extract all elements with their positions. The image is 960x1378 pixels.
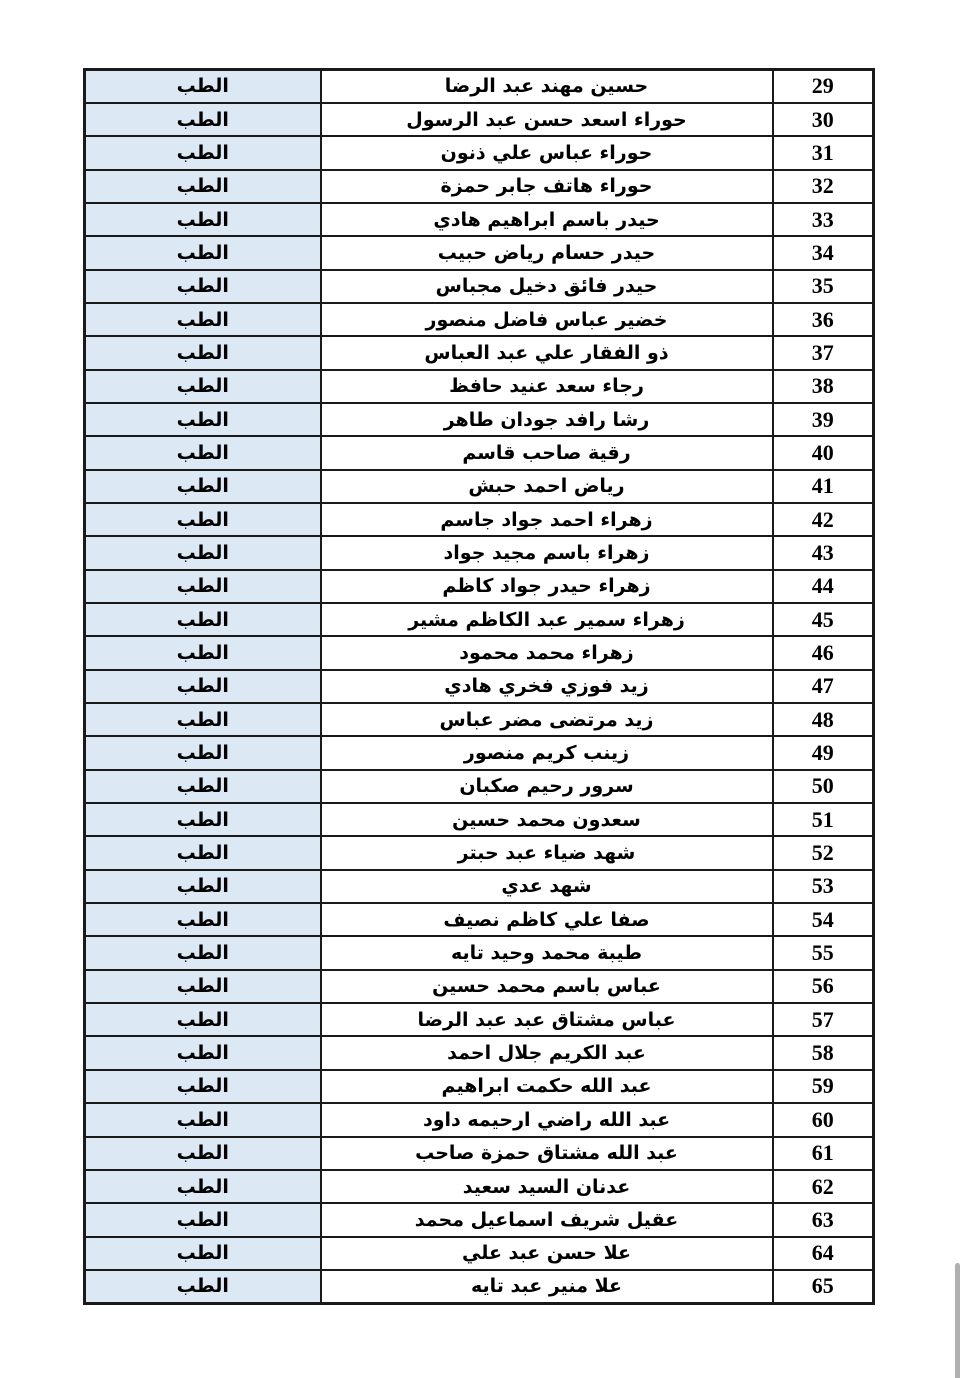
name-cell: عباس مشتاق عبد عبد الرضا [321,1003,773,1036]
table-row [85,1103,874,1136]
department-cell: الطب [85,570,321,603]
name-cell: زهراء سمير عبد الكاظم مشير [321,603,773,636]
table-row [85,403,874,436]
name-cell: رجاء سعد عنيد حافظ [321,370,773,403]
table-row [85,103,874,136]
department-cell: الطب [85,1270,321,1303]
name-cell: عبد الله راضي ارحيمه داود [321,1103,773,1136]
table-row [85,603,874,636]
department-cell: الطب [85,70,321,103]
department-cell: الطب [85,1237,321,1270]
name-cell: حوراء هاتف جابر حمزة [321,170,773,203]
number-cell: 47 [773,670,874,703]
name-cell: خضير عباس فاضل منصور [321,303,773,336]
department-cell: الطب [85,436,321,469]
department-cell: الطب [85,336,321,369]
number-cell: 35 [773,270,874,303]
table-row [85,503,874,536]
scrollbar-thumb[interactable] [955,1263,960,1378]
table-row [85,270,874,303]
number-cell: 49 [773,736,874,769]
table-row [85,470,874,503]
department-cell: الطب [85,1036,321,1069]
number-cell: 56 [773,970,874,1003]
name-cell: زيد فوزي فخري هادي [321,670,773,703]
name-cell: حيدر حسام رياض حبيب [321,236,773,269]
name-cell: زهراء محمد محمود [321,636,773,669]
name-cell: عدنان السيد سعيد [321,1170,773,1203]
department-cell: الطب [85,936,321,969]
department-cell: الطب [85,270,321,303]
table-row [85,703,874,736]
number-cell: 60 [773,1103,874,1136]
table-row [85,1203,874,1236]
number-cell: 44 [773,570,874,603]
table-row [85,136,874,169]
department-cell: الطب [85,903,321,936]
number-cell: 63 [773,1203,874,1236]
name-cell: عبد الكريم جلال احمد [321,1036,773,1069]
table-row [85,1270,874,1303]
name-cell: حيدر باسم ابراهيم هادي [321,203,773,236]
table-row [85,536,874,569]
department-cell: الطب [85,536,321,569]
number-cell: 52 [773,836,874,869]
table-row [85,836,874,869]
number-cell: 31 [773,136,874,169]
name-cell: زهراء باسم مجيد جواد [321,536,773,569]
number-cell: 34 [773,236,874,269]
name-cell: شهد ضياء عبد حبتر [321,836,773,869]
number-cell: 46 [773,636,874,669]
name-cell: سعدون محمد حسين [321,803,773,836]
department-cell: الطب [85,736,321,769]
name-cell: حسين مهند عبد الرضا [321,70,773,103]
table-row [85,1237,874,1270]
department-cell: الطب [85,970,321,1003]
table-row [85,636,874,669]
number-cell: 55 [773,936,874,969]
table-row [85,736,874,769]
department-cell: الطب [85,1103,321,1136]
table-row [85,870,874,903]
table-row [85,370,874,403]
department-cell: الطب [85,1070,321,1103]
number-cell: 65 [773,1270,874,1303]
number-cell: 54 [773,903,874,936]
number-cell: 57 [773,1003,874,1036]
number-cell: 36 [773,303,874,336]
name-cell: سرور رحيم صكبان [321,770,773,803]
number-cell: 33 [773,203,874,236]
name-cell: علا حسن عبد علي [321,1237,773,1270]
name-cell: حوراء عباس علي ذنون [321,136,773,169]
number-cell: 58 [773,1036,874,1069]
department-cell: الطب [85,170,321,203]
name-cell: حوراء اسعد حسن عبد الرسول [321,103,773,136]
table-row [85,70,874,103]
number-cell: 43 [773,536,874,569]
number-cell: 48 [773,703,874,736]
table-row [85,1003,874,1036]
table-row [85,203,874,236]
name-cell: صفا علي كاظم نصيف [321,903,773,936]
department-cell: الطب [85,303,321,336]
roster-table-body [85,70,874,1304]
number-cell: 61 [773,1137,874,1170]
name-cell: رشا رافد جودان طاهر [321,403,773,436]
name-cell: زهراء احمد جواد جاسم [321,503,773,536]
table-row [85,336,874,369]
department-cell: الطب [85,103,321,136]
table-row [85,436,874,469]
department-cell: الطب [85,203,321,236]
name-cell: عباس باسم محمد حسين [321,970,773,1003]
department-cell: الطب [85,236,321,269]
table-row [85,303,874,336]
table-row [85,1170,874,1203]
table-row [85,670,874,703]
name-cell: شهد عدي [321,870,773,903]
department-cell: الطب [85,870,321,903]
department-cell: الطب [85,370,321,403]
table-row [85,936,874,969]
number-cell: 45 [773,603,874,636]
name-cell: عبد الله حكمت ابراهيم [321,1070,773,1103]
number-cell: 38 [773,370,874,403]
number-cell: 64 [773,1237,874,1270]
table-row [85,1036,874,1069]
department-cell: الطب [85,403,321,436]
table-row [85,170,874,203]
number-cell: 51 [773,803,874,836]
department-cell: الطب [85,636,321,669]
table-row [85,803,874,836]
number-cell: 59 [773,1070,874,1103]
name-cell: زهراء حيدر جواد كاظم [321,570,773,603]
department-cell: الطب [85,470,321,503]
department-cell: الطب [85,503,321,536]
name-cell: طيبة محمد وحيد تايه [321,936,773,969]
department-cell: الطب [85,770,321,803]
department-cell: الطب [85,703,321,736]
number-cell: 37 [773,336,874,369]
number-cell: 40 [773,436,874,469]
department-cell: الطب [85,1203,321,1236]
table-row [85,1070,874,1103]
name-cell: علا منير عبد تايه [321,1270,773,1303]
department-cell: الطب [85,603,321,636]
name-cell: عبد الله مشتاق حمزة صاحب [321,1137,773,1170]
department-cell: الطب [85,1170,321,1203]
table-row [85,970,874,1003]
table-row [85,1137,874,1170]
number-cell: 39 [773,403,874,436]
number-cell: 29 [773,70,874,103]
roster-table [83,68,875,1305]
table-row [85,570,874,603]
name-cell: عقيل شريف اسماعيل محمد [321,1203,773,1236]
department-cell: الطب [85,1003,321,1036]
name-cell: ذو الفقار علي عبد العباس [321,336,773,369]
number-cell: 41 [773,470,874,503]
department-cell: الطب [85,803,321,836]
name-cell: زيد مرتضى مضر عباس [321,703,773,736]
table-row [85,770,874,803]
table-row [85,903,874,936]
number-cell: 50 [773,770,874,803]
number-cell: 53 [773,870,874,903]
number-cell: 32 [773,170,874,203]
name-cell: رقية صاحب قاسم [321,436,773,469]
name-cell: حيدر فائق دخيل مجباس [321,270,773,303]
department-cell: الطب [85,136,321,169]
table-row [85,236,874,269]
name-cell: رياض احمد حبش [321,470,773,503]
number-cell: 42 [773,503,874,536]
number-cell: 30 [773,103,874,136]
department-cell: الطب [85,1137,321,1170]
department-cell: الطب [85,836,321,869]
name-cell: زينب كريم منصور [321,736,773,769]
department-cell: الطب [85,670,321,703]
number-cell: 62 [773,1170,874,1203]
